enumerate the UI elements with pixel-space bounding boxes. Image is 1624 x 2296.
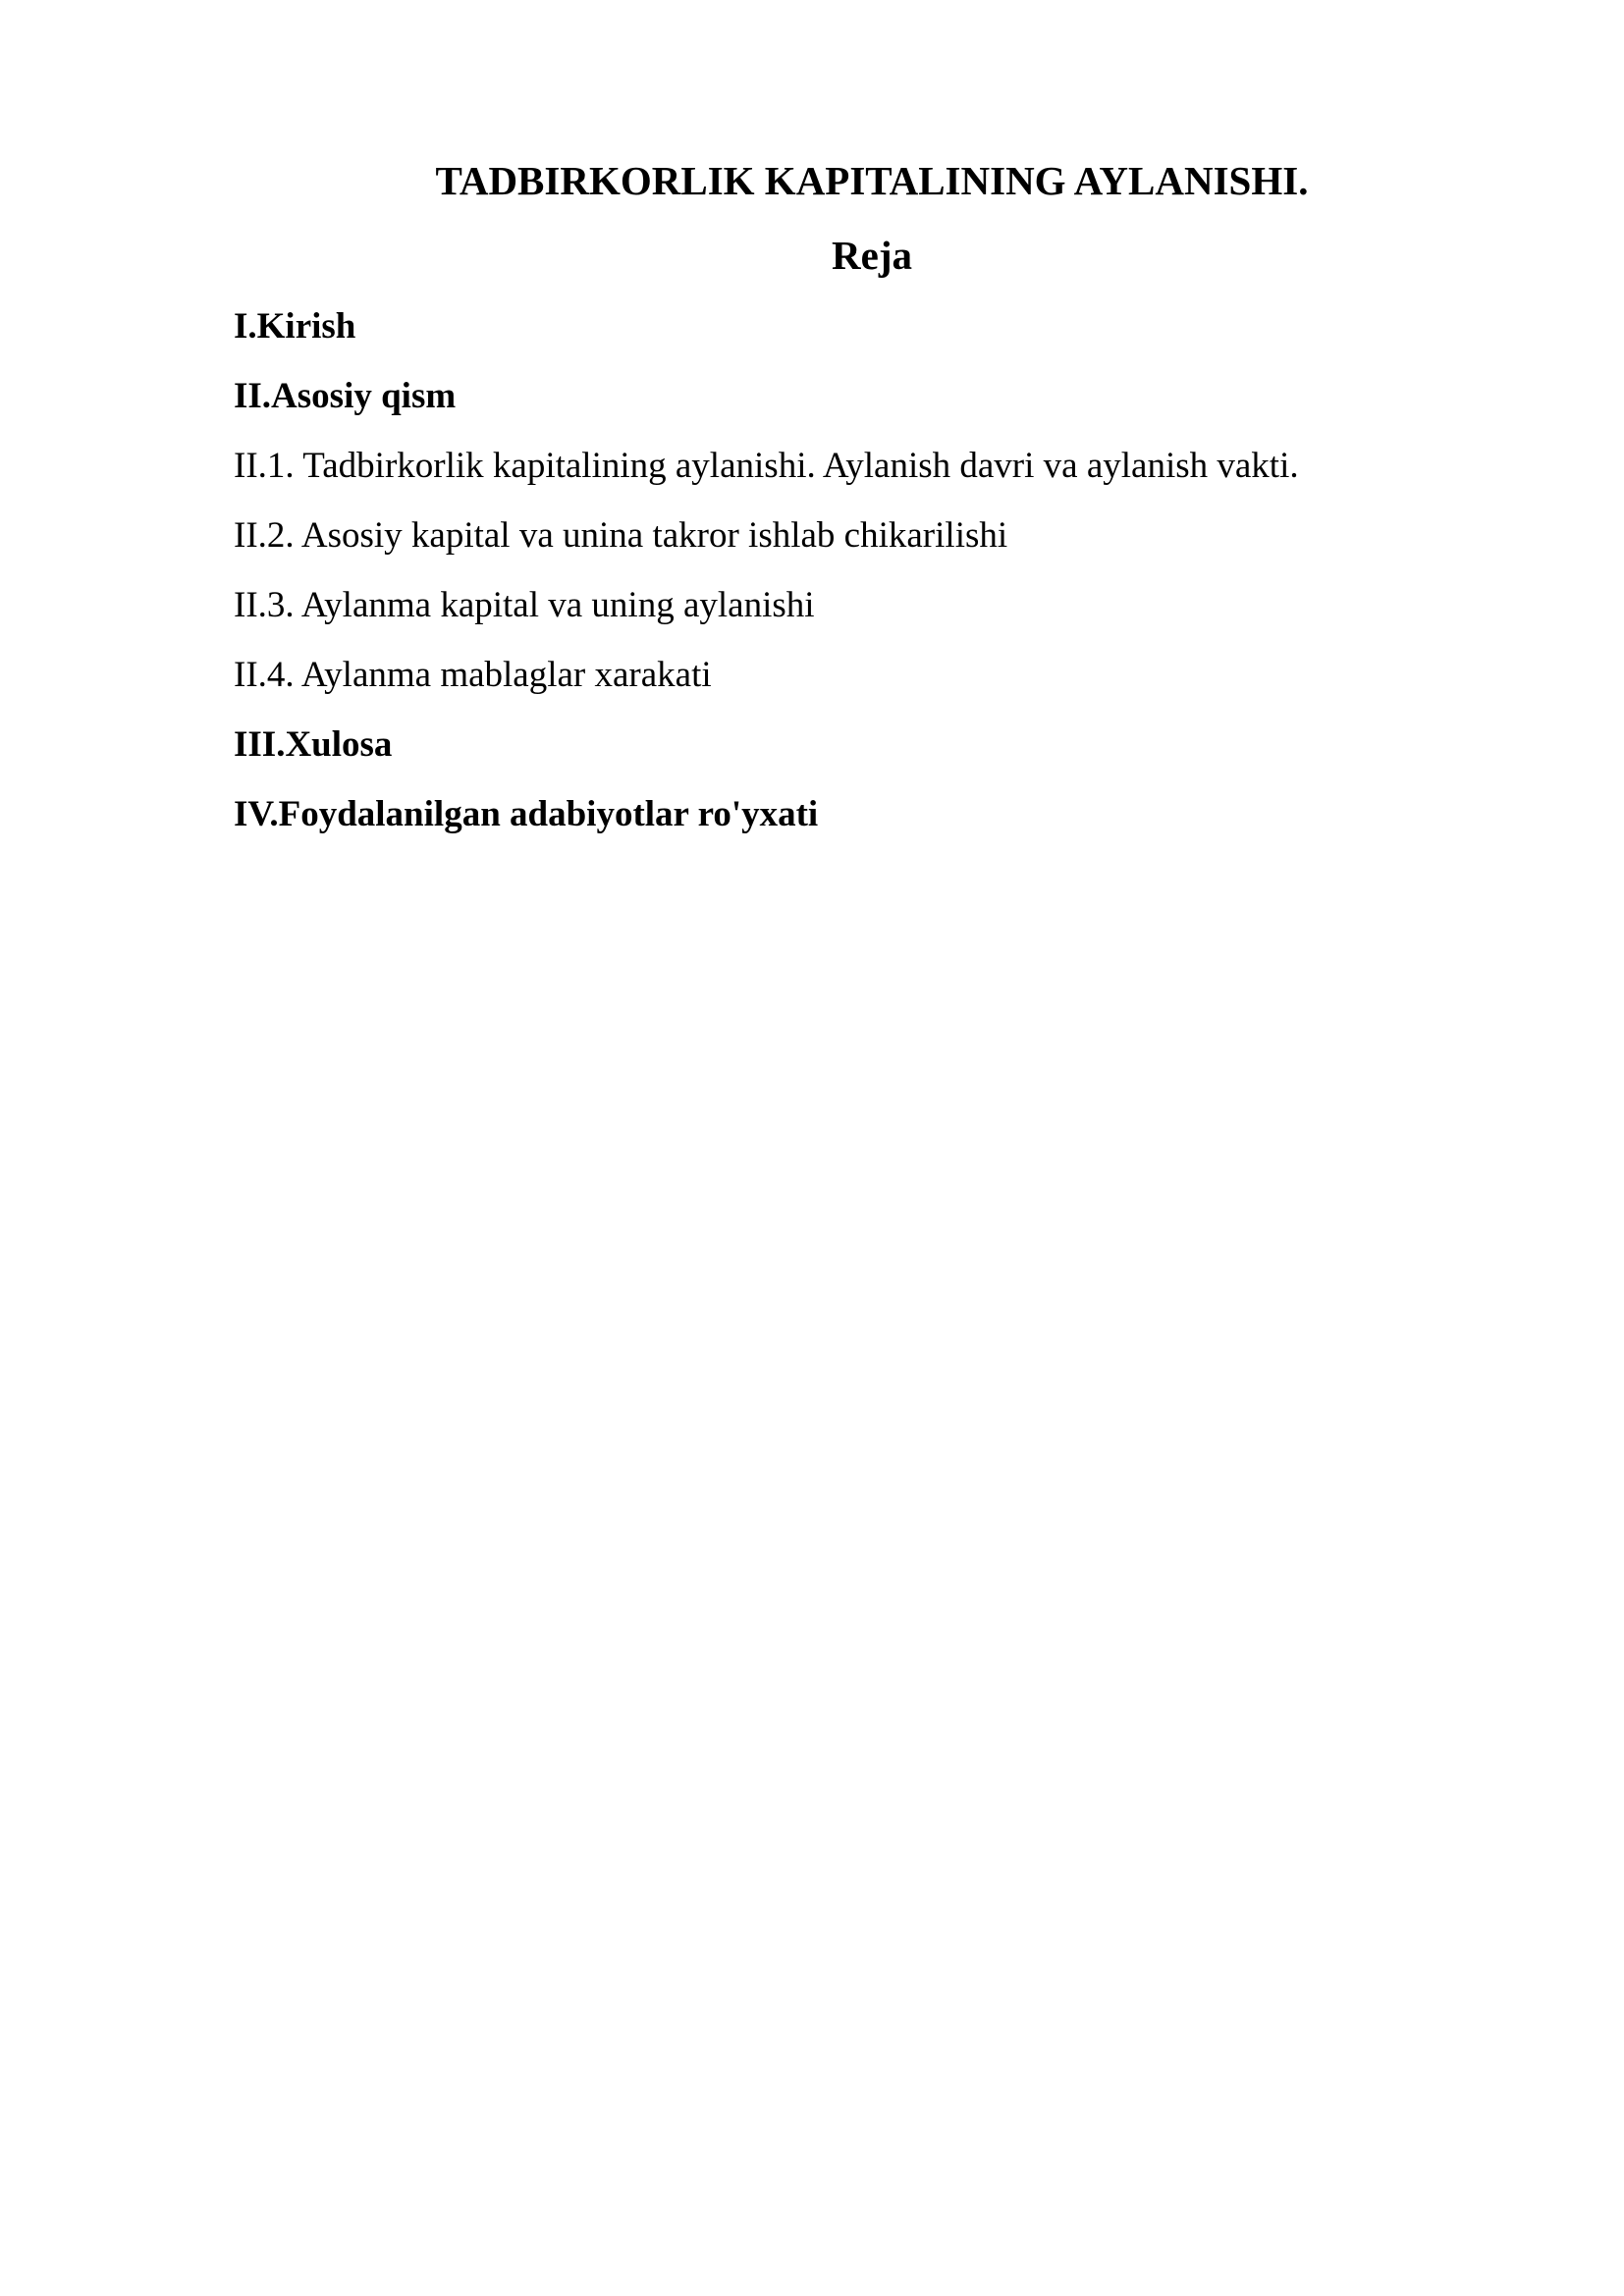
outline-subitem-1: II.1. Tadbirkorlik kapitalining aylanishi. Aylanish davri va aylanish vakti. xyxy=(234,446,1299,486)
outline-list xyxy=(234,306,1461,864)
outline-subitem-3: II.3. Aylanma kapital va uning aylanishi xyxy=(234,585,815,625)
document-subtitle: Reja xyxy=(832,233,912,278)
document-title: TADBIRKORLIK KAPITALINING AYLANISHI. xyxy=(435,158,1309,203)
outline-subitem-2: II.2. Asosiy kapital va unina takror ishlab chikarilishi xyxy=(234,515,1008,556)
outline-item-introduction: I.Kirish xyxy=(234,306,356,347)
outline-item-main-part: II.Asosiy qism xyxy=(234,376,457,416)
outline-subitem-4: II.4. Aylanma mablaglar xarakati xyxy=(234,655,712,695)
outline-item-references: IV.Foydalanilgan adabiyotlar ro'yxati xyxy=(234,794,819,834)
outline-item-conclusion: III.Xulosa xyxy=(234,724,393,765)
